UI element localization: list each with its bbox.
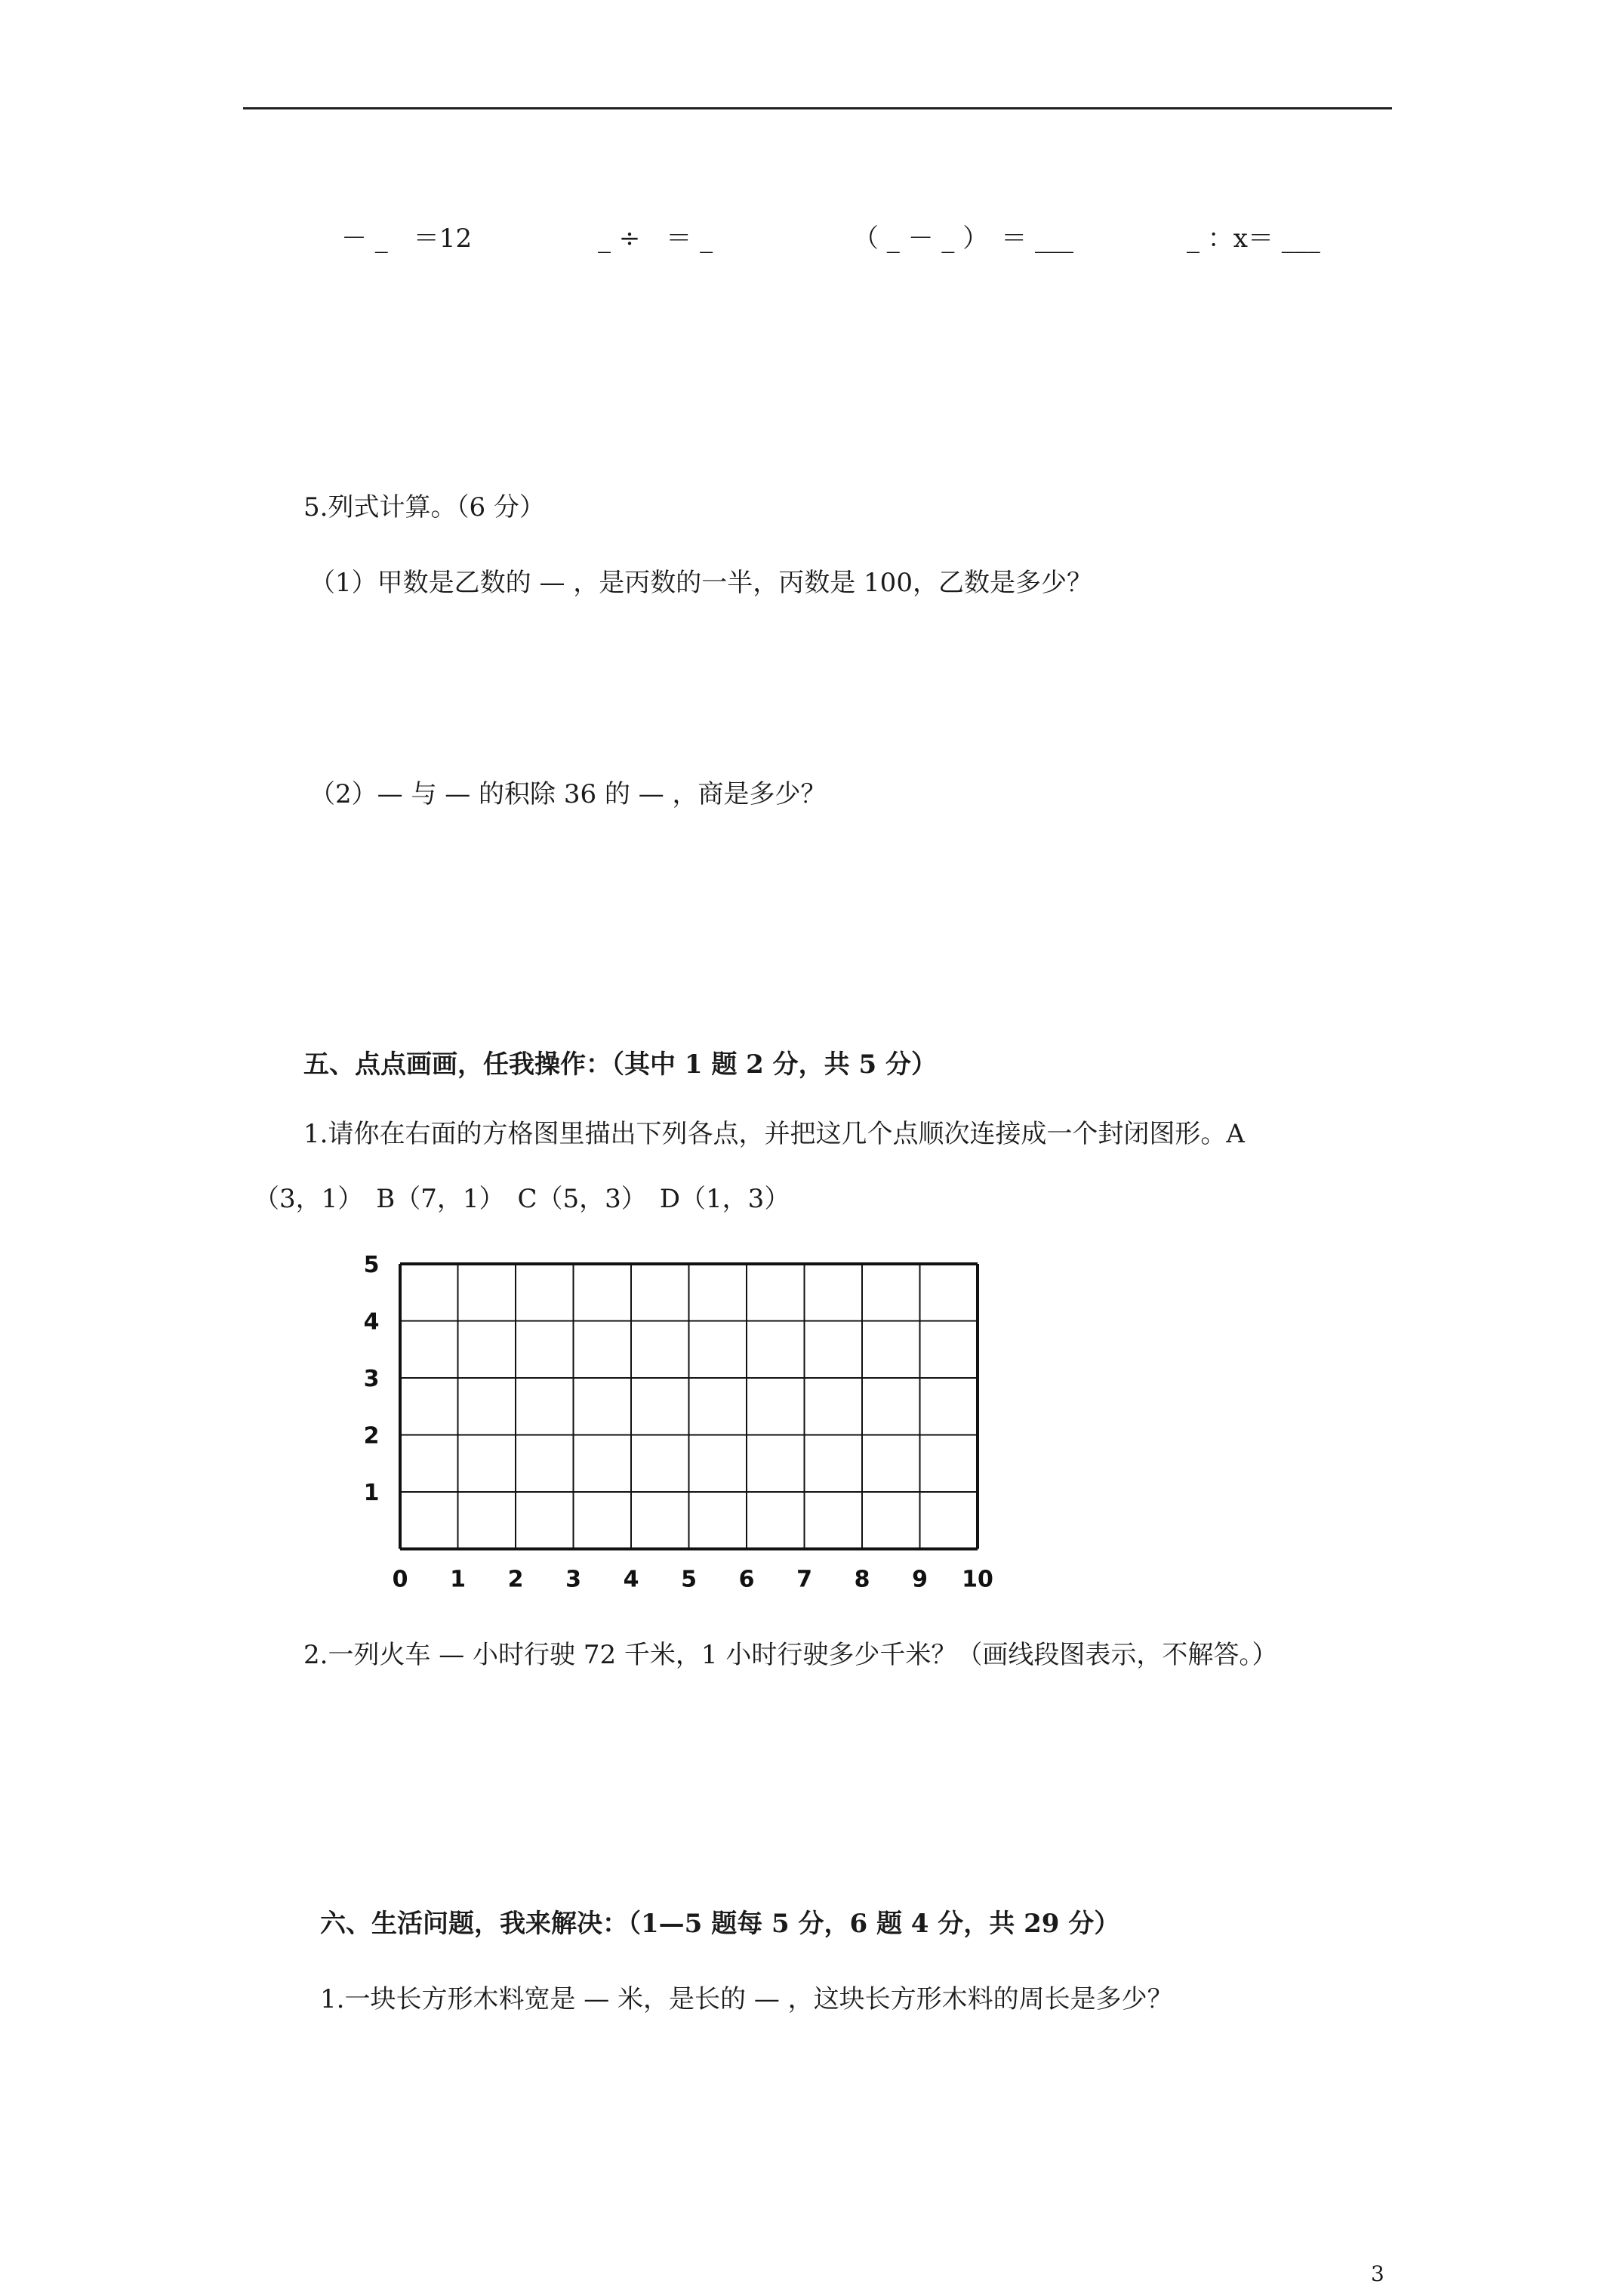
grid-canvas	[355, 1253, 1004, 1601]
x-tick-label: 10	[962, 1566, 993, 1593]
section5-heading: 五、点点画画，任我操作：（其中 1 题 2 分，共 5 分）	[303, 1049, 937, 1080]
page-number: 3	[1371, 2261, 1384, 2286]
section6-heading: 六、生活问题，我来解决：（1—5 题每 5 分，6 题 4 分，共 29 分）	[320, 1909, 1120, 1939]
equation-2: _ ÷ ＝ _	[598, 223, 713, 254]
section5-q1-line2: （3，1） B（7，1） C（5，3） D（1，3）	[254, 1184, 790, 1214]
x-tick-label: 8	[854, 1566, 870, 1593]
y-tick-label: 2	[363, 1422, 380, 1450]
x-tick-label: 3	[565, 1566, 581, 1593]
y-tick-label: 3	[363, 1366, 380, 1392]
equation-3: （ _ － _ ） ＝ ___	[853, 223, 1074, 254]
y-tick-label: 5	[363, 1253, 380, 1278]
x-tick-label: 5	[681, 1566, 697, 1593]
x-tick-label: 1	[450, 1566, 466, 1593]
section5-q1-line1: 1.请你在右面的方格图里描出下列各点，并把这几个点顺次连接成一个封闭图形。A	[303, 1119, 1245, 1149]
equation-4: _ ：x＝ ___	[1187, 223, 1320, 254]
x-tick-label: 7	[796, 1566, 812, 1593]
coordinate-grid	[355, 1253, 1004, 1601]
q5-part2: （2）— 与 — 的积除 36 的 — ，商是多少？	[310, 779, 827, 809]
x-tick-label: 4	[623, 1566, 639, 1593]
equation-row	[0, 217, 1623, 263]
section5-q2: 2.一列火车 — 小时行驶 72 千米，1 小时行驶多少千米？（画线段图表示，不解答。）	[303, 1640, 1278, 1670]
header-rule	[243, 107, 1392, 109]
x-tick-label: 0	[392, 1566, 408, 1593]
q5-heading: 5.列式计算。（6 分）	[303, 492, 545, 522]
equation-1: － _ ＝12	[341, 223, 473, 254]
x-tick-label: 6	[738, 1566, 755, 1593]
x-tick-label: 2	[507, 1566, 524, 1593]
q5-part1: （1）甲数是乙数的 — ，是丙数的一半，丙数是 100，乙数是多少？	[310, 568, 1092, 598]
section6-q1: 1.一块长方形木料宽是 — 米，是长的 — ，这块长方形木料的周长是多少？	[320, 1984, 1173, 2014]
y-tick-label: 4	[363, 1308, 380, 1336]
x-tick-label: 9	[912, 1566, 928, 1593]
y-tick-label: 1	[363, 1480, 380, 1506]
